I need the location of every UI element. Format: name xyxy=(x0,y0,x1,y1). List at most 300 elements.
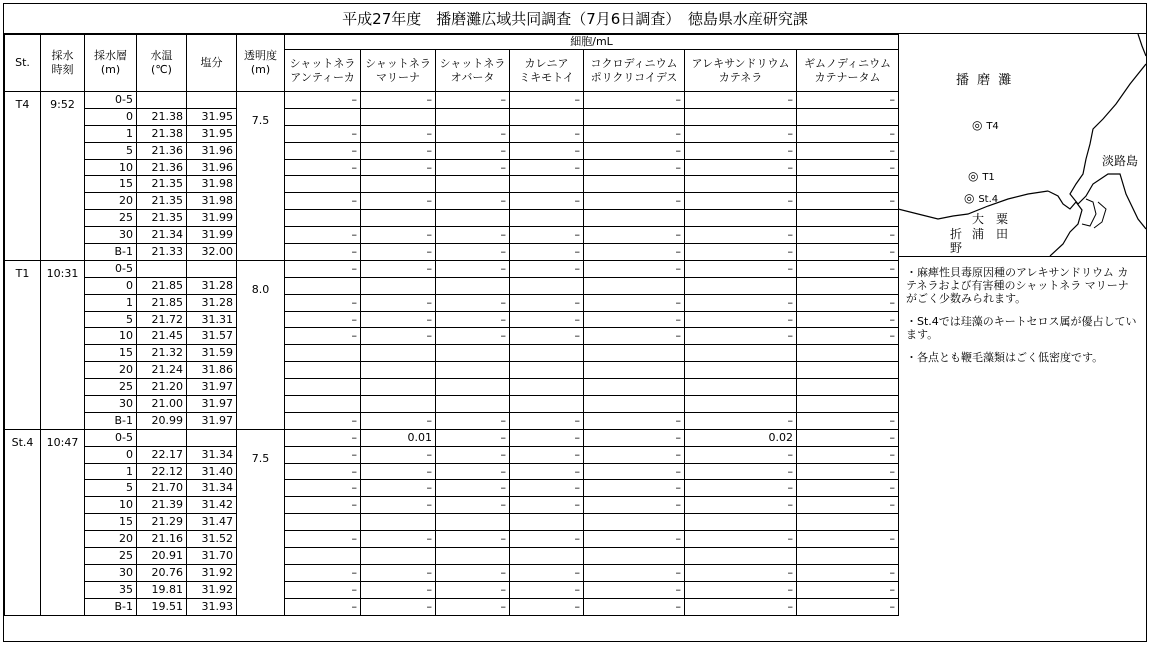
salinity-cell: 31.97 xyxy=(187,396,237,413)
density-cell: – xyxy=(510,480,584,497)
header-species: シャットネラ マリーナ xyxy=(361,50,436,92)
density-cell xyxy=(436,345,510,362)
density-cell: – xyxy=(685,598,797,615)
temp-cell: 21.29 xyxy=(137,514,187,531)
density-cell xyxy=(510,210,584,227)
density-cell: – xyxy=(685,311,797,328)
density-cell xyxy=(361,345,436,362)
header-transparency: 透明度 (m) xyxy=(237,35,285,92)
density-cell: – xyxy=(685,227,797,244)
density-cell: – xyxy=(685,92,797,109)
depth-cell: 30 xyxy=(85,396,137,413)
density-cell: – xyxy=(510,125,584,142)
table-row xyxy=(5,227,899,244)
density-cell: – xyxy=(685,446,797,463)
density-cell: – xyxy=(436,497,510,514)
salinity-cell: 31.95 xyxy=(187,108,237,125)
place-label-o: 大 xyxy=(972,212,985,226)
header-species: アレキサンドリウム カテネラ xyxy=(685,50,797,92)
table-row xyxy=(5,362,899,379)
temp-cell: 21.35 xyxy=(137,176,187,193)
density-cell: – xyxy=(436,244,510,261)
station-id: St.4 xyxy=(5,429,41,615)
table-row xyxy=(5,260,899,277)
density-cell: – xyxy=(584,412,685,429)
salinity-cell: 31.34 xyxy=(187,480,237,497)
density-cell: – xyxy=(285,412,361,429)
density-cell xyxy=(361,176,436,193)
temp-cell: 21.38 xyxy=(137,108,187,125)
density-cell: – xyxy=(361,294,436,311)
temp-cell: 20.76 xyxy=(137,564,187,581)
density-cell: – xyxy=(285,159,361,176)
table-row xyxy=(5,564,899,581)
density-cell: – xyxy=(797,125,899,142)
density-cell: – xyxy=(584,480,685,497)
density-cell: – xyxy=(584,193,685,210)
density-cell xyxy=(685,548,797,565)
salinity-cell: 31.57 xyxy=(187,328,237,345)
density-cell: – xyxy=(285,480,361,497)
table-row xyxy=(5,581,899,598)
density-cell xyxy=(584,277,685,294)
depth-cell: 5 xyxy=(85,311,137,328)
density-cell: – xyxy=(510,412,584,429)
salinity-cell: 31.34 xyxy=(187,446,237,463)
density-cell: – xyxy=(361,159,436,176)
density-cell xyxy=(436,514,510,531)
density-cell: – xyxy=(361,564,436,581)
density-cell xyxy=(285,277,361,294)
density-cell: – xyxy=(285,142,361,159)
salinity-cell: 31.98 xyxy=(187,176,237,193)
table-row xyxy=(5,480,899,497)
density-cell: – xyxy=(797,142,899,159)
density-cell: – xyxy=(361,193,436,210)
header-species: カレニア ミキモトイ xyxy=(510,50,584,92)
density-cell: – xyxy=(797,328,899,345)
density-cell xyxy=(510,396,584,413)
density-cell xyxy=(584,379,685,396)
salinity-cell xyxy=(187,260,237,277)
depth-cell: 20 xyxy=(85,193,137,210)
note-3: ・各点とも鞭毛藻類はごく低密度です。 xyxy=(906,351,1104,364)
depth-cell: 15 xyxy=(85,345,137,362)
temp-cell: 21.36 xyxy=(137,142,187,159)
salinity-cell: 32.00 xyxy=(187,244,237,261)
temp-cell xyxy=(137,429,187,446)
density-cell xyxy=(361,514,436,531)
station-marker-icon: ◎ xyxy=(964,191,975,205)
depth-cell: 10 xyxy=(85,159,137,176)
density-cell: – xyxy=(361,412,436,429)
salinity-cell xyxy=(187,429,237,446)
density-cell: – xyxy=(685,497,797,514)
density-cell xyxy=(510,379,584,396)
sample-time: 9:52 xyxy=(41,92,85,261)
map-island-label: 淡路島 xyxy=(1102,154,1139,168)
density-cell: – xyxy=(685,193,797,210)
density-cell: – xyxy=(584,294,685,311)
density-cell xyxy=(510,176,584,193)
salinity-cell: 31.97 xyxy=(187,379,237,396)
density-cell: – xyxy=(584,125,685,142)
density-cell: – xyxy=(510,311,584,328)
density-cell: – xyxy=(436,294,510,311)
table-body xyxy=(5,92,899,616)
density-cell: – xyxy=(584,244,685,261)
density-cell xyxy=(584,210,685,227)
temp-cell: 21.32 xyxy=(137,345,187,362)
density-cell: – xyxy=(584,227,685,244)
density-cell: – xyxy=(685,531,797,548)
density-cell: – xyxy=(685,125,797,142)
density-cell xyxy=(436,379,510,396)
depth-cell: 5 xyxy=(85,142,137,159)
table-row xyxy=(5,108,899,125)
density-cell: 0.01 xyxy=(361,429,436,446)
temp-cell: 20.91 xyxy=(137,548,187,565)
salinity-cell: 31.86 xyxy=(187,362,237,379)
density-cell: – xyxy=(361,446,436,463)
density-cell xyxy=(797,345,899,362)
place-label-awa: 粟 xyxy=(996,212,1009,226)
note-2: ・St.4では珪藻のキートセロス属が優占しています。 xyxy=(906,315,1137,341)
density-cell: – xyxy=(685,480,797,497)
header-species: コクロディニウム ポリクリコイデス xyxy=(584,50,685,92)
density-cell: – xyxy=(584,328,685,345)
map-sea-label: 播 磨 灘 xyxy=(956,73,1014,88)
density-cell: – xyxy=(361,142,436,159)
temp-cell: 21.34 xyxy=(137,227,187,244)
density-cell: – xyxy=(436,125,510,142)
salinity-cell: 31.98 xyxy=(187,193,237,210)
density-cell: – xyxy=(361,311,436,328)
density-cell xyxy=(510,548,584,565)
density-cell: – xyxy=(797,92,899,109)
density-cell: – xyxy=(685,294,797,311)
density-cell xyxy=(285,345,361,362)
phytoplankton-table xyxy=(4,34,899,616)
table-row xyxy=(5,412,899,429)
table-row xyxy=(5,531,899,548)
temp-cell: 21.35 xyxy=(137,210,187,227)
salinity-cell: 31.92 xyxy=(187,564,237,581)
density-cell: – xyxy=(685,328,797,345)
temp-cell: 21.85 xyxy=(137,277,187,294)
density-cell: – xyxy=(584,92,685,109)
density-cell xyxy=(797,514,899,531)
table-row xyxy=(5,277,899,294)
note-1: ・麻痺性貝毒原因種のアレキサンドリウム カテネラおよび有害種のシャットネラ マリーナがごく少数みられます。 xyxy=(906,266,1129,305)
density-cell: – xyxy=(797,446,899,463)
density-cell: – xyxy=(510,294,584,311)
density-cell xyxy=(797,210,899,227)
temp-cell: 21.72 xyxy=(137,311,187,328)
density-cell: – xyxy=(510,142,584,159)
density-cell: – xyxy=(436,598,510,615)
density-cell: – xyxy=(361,463,436,480)
salinity-cell: 31.28 xyxy=(187,277,237,294)
table-row xyxy=(5,379,899,396)
density-cell xyxy=(685,514,797,531)
table-row xyxy=(5,345,899,362)
temp-cell: 21.45 xyxy=(137,328,187,345)
depth-cell: 0-5 xyxy=(85,429,137,446)
density-cell: – xyxy=(584,142,685,159)
density-cell xyxy=(797,362,899,379)
density-cell: – xyxy=(685,581,797,598)
salinity-cell: 31.99 xyxy=(187,227,237,244)
density-cell: – xyxy=(361,598,436,615)
table-row xyxy=(5,311,899,328)
density-cell xyxy=(584,176,685,193)
density-cell xyxy=(361,108,436,125)
table-row xyxy=(5,142,899,159)
density-cell xyxy=(685,277,797,294)
depth-cell: 15 xyxy=(85,176,137,193)
table-row xyxy=(5,92,899,109)
density-cell: – xyxy=(797,598,899,615)
density-cell: – xyxy=(797,193,899,210)
density-cell: – xyxy=(436,227,510,244)
density-cell: – xyxy=(436,564,510,581)
report-title: 平成27年度 播磨灘広域共同調査（7月6日調査） 徳島県水産研究課 xyxy=(4,4,1146,34)
density-cell: – xyxy=(510,244,584,261)
density-cell: – xyxy=(797,480,899,497)
density-cell: – xyxy=(510,531,584,548)
temp-cell: 22.17 xyxy=(137,446,187,463)
salinity-cell: 31.70 xyxy=(187,548,237,565)
temp-cell: 19.51 xyxy=(137,598,187,615)
place-label-ori: 折 xyxy=(950,227,963,241)
table-row xyxy=(5,396,899,413)
density-cell xyxy=(685,362,797,379)
density-cell: – xyxy=(361,260,436,277)
density-cell: – xyxy=(584,260,685,277)
density-cell xyxy=(436,108,510,125)
density-cell: – xyxy=(685,142,797,159)
density-cell: – xyxy=(436,92,510,109)
table-row xyxy=(5,514,899,531)
temp-cell: 19.81 xyxy=(137,581,187,598)
density-cell xyxy=(361,277,436,294)
depth-cell: 0 xyxy=(85,108,137,125)
density-cell: – xyxy=(797,412,899,429)
density-cell xyxy=(510,345,584,362)
salinity-cell: 31.93 xyxy=(187,598,237,615)
depth-cell: 25 xyxy=(85,548,137,565)
density-cell: – xyxy=(685,260,797,277)
density-cell xyxy=(510,277,584,294)
density-cell: – xyxy=(584,581,685,598)
depth-cell: 15 xyxy=(85,514,137,531)
density-cell: – xyxy=(510,497,584,514)
header-station: St. xyxy=(5,35,41,92)
table-row xyxy=(5,497,899,514)
density-cell: – xyxy=(436,531,510,548)
depth-cell: 5 xyxy=(85,480,137,497)
density-cell xyxy=(584,548,685,565)
station-marker-t1: ◎ T1 xyxy=(968,169,995,183)
salinity-cell: 31.96 xyxy=(187,142,237,159)
density-cell: – xyxy=(584,463,685,480)
salinity-cell: 31.99 xyxy=(187,210,237,227)
depth-cell: B-1 xyxy=(85,244,137,261)
station-map xyxy=(898,34,1146,257)
density-cell: – xyxy=(797,531,899,548)
density-cell: – xyxy=(285,328,361,345)
temp-cell: 21.20 xyxy=(137,379,187,396)
depth-cell: 20 xyxy=(85,531,137,548)
table-row xyxy=(5,244,899,261)
density-cell: – xyxy=(361,328,436,345)
density-cell: – xyxy=(510,328,584,345)
header-species: ギムノディニウム カテナータム xyxy=(797,50,899,92)
density-cell xyxy=(510,514,584,531)
depth-cell: 0-5 xyxy=(85,92,137,109)
density-cell: – xyxy=(361,244,436,261)
density-cell: – xyxy=(510,227,584,244)
density-cell xyxy=(285,108,361,125)
density-cell: – xyxy=(797,564,899,581)
depth-cell: 1 xyxy=(85,125,137,142)
density-cell xyxy=(584,108,685,125)
density-cell: – xyxy=(436,311,510,328)
density-cell xyxy=(285,548,361,565)
salinity-cell: 31.28 xyxy=(187,294,237,311)
density-cell: – xyxy=(436,480,510,497)
density-cell xyxy=(361,548,436,565)
depth-cell: 35 xyxy=(85,581,137,598)
temp-cell: 21.70 xyxy=(137,480,187,497)
density-cell xyxy=(685,379,797,396)
density-cell: – xyxy=(510,92,584,109)
temp-cell: 21.00 xyxy=(137,396,187,413)
density-cell: – xyxy=(285,497,361,514)
depth-cell: 25 xyxy=(85,379,137,396)
report-frame xyxy=(3,3,1147,642)
density-cell: – xyxy=(361,125,436,142)
sample-time: 10:31 xyxy=(41,260,85,429)
density-cell: – xyxy=(510,193,584,210)
density-cell: – xyxy=(285,531,361,548)
salinity-cell xyxy=(187,92,237,109)
header-species: シャットネラ アンティーカ xyxy=(285,50,361,92)
table-row xyxy=(5,159,899,176)
density-cell xyxy=(510,108,584,125)
density-cell: – xyxy=(510,159,584,176)
density-cell xyxy=(584,514,685,531)
density-cell xyxy=(361,396,436,413)
density-cell: – xyxy=(685,564,797,581)
notes xyxy=(906,266,1138,374)
density-cell: – xyxy=(797,497,899,514)
table-row xyxy=(5,446,899,463)
density-cell xyxy=(797,176,899,193)
temp-cell: 21.38 xyxy=(137,125,187,142)
depth-cell: 30 xyxy=(85,227,137,244)
temp-cell: 21.39 xyxy=(137,497,187,514)
depth-cell: 20 xyxy=(85,362,137,379)
density-cell xyxy=(685,108,797,125)
place-label-ta: 田 xyxy=(996,227,1009,241)
salinity-cell: 31.47 xyxy=(187,514,237,531)
density-cell xyxy=(797,277,899,294)
density-cell xyxy=(797,548,899,565)
table-row xyxy=(5,598,899,615)
temp-cell xyxy=(137,92,187,109)
density-cell xyxy=(285,396,361,413)
density-cell: – xyxy=(797,581,899,598)
density-cell: – xyxy=(797,429,899,446)
depth-cell: 0-5 xyxy=(85,260,137,277)
density-cell: – xyxy=(685,463,797,480)
header-temp: 水温 (℃) xyxy=(137,35,187,92)
density-cell: – xyxy=(685,244,797,261)
density-cell xyxy=(797,396,899,413)
table-row xyxy=(5,328,899,345)
density-cell: – xyxy=(285,429,361,446)
density-cell: – xyxy=(436,581,510,598)
density-cell: – xyxy=(436,159,510,176)
temp-cell xyxy=(137,260,187,277)
density-cell xyxy=(361,379,436,396)
density-cell xyxy=(285,514,361,531)
side-panel xyxy=(898,34,1146,641)
salinity-cell: 31.95 xyxy=(187,125,237,142)
salinity-cell: 31.96 xyxy=(187,159,237,176)
salinity-cell: 31.52 xyxy=(187,531,237,548)
density-cell: – xyxy=(584,159,685,176)
depth-cell: 1 xyxy=(85,463,137,480)
depth-cell: B-1 xyxy=(85,598,137,615)
density-cell xyxy=(436,548,510,565)
density-cell: – xyxy=(797,311,899,328)
density-cell: – xyxy=(361,497,436,514)
density-cell xyxy=(361,210,436,227)
density-cell: 0.02 xyxy=(685,429,797,446)
density-cell xyxy=(685,396,797,413)
station-marker-icon: ◎ xyxy=(968,169,979,183)
density-cell: – xyxy=(361,227,436,244)
density-cell: – xyxy=(361,92,436,109)
table-row xyxy=(5,176,899,193)
density-cell: – xyxy=(436,412,510,429)
density-cell xyxy=(285,176,361,193)
station-id: T1 xyxy=(5,260,41,429)
temp-cell: 21.24 xyxy=(137,362,187,379)
density-cell xyxy=(436,396,510,413)
density-cell: – xyxy=(510,429,584,446)
density-cell xyxy=(285,210,361,227)
density-cell: – xyxy=(797,260,899,277)
temp-cell: 21.85 xyxy=(137,294,187,311)
depth-cell: 1 xyxy=(85,294,137,311)
transparency-cell: 8.0 xyxy=(237,260,285,429)
temp-cell: 21.16 xyxy=(137,531,187,548)
density-cell: – xyxy=(797,294,899,311)
table-row xyxy=(5,294,899,311)
depth-cell: B-1 xyxy=(85,412,137,429)
density-cell xyxy=(285,362,361,379)
depth-cell: 10 xyxy=(85,328,137,345)
density-cell xyxy=(685,176,797,193)
salinity-cell: 31.40 xyxy=(187,463,237,480)
density-cell: – xyxy=(797,159,899,176)
density-cell: – xyxy=(285,227,361,244)
density-cell xyxy=(685,210,797,227)
